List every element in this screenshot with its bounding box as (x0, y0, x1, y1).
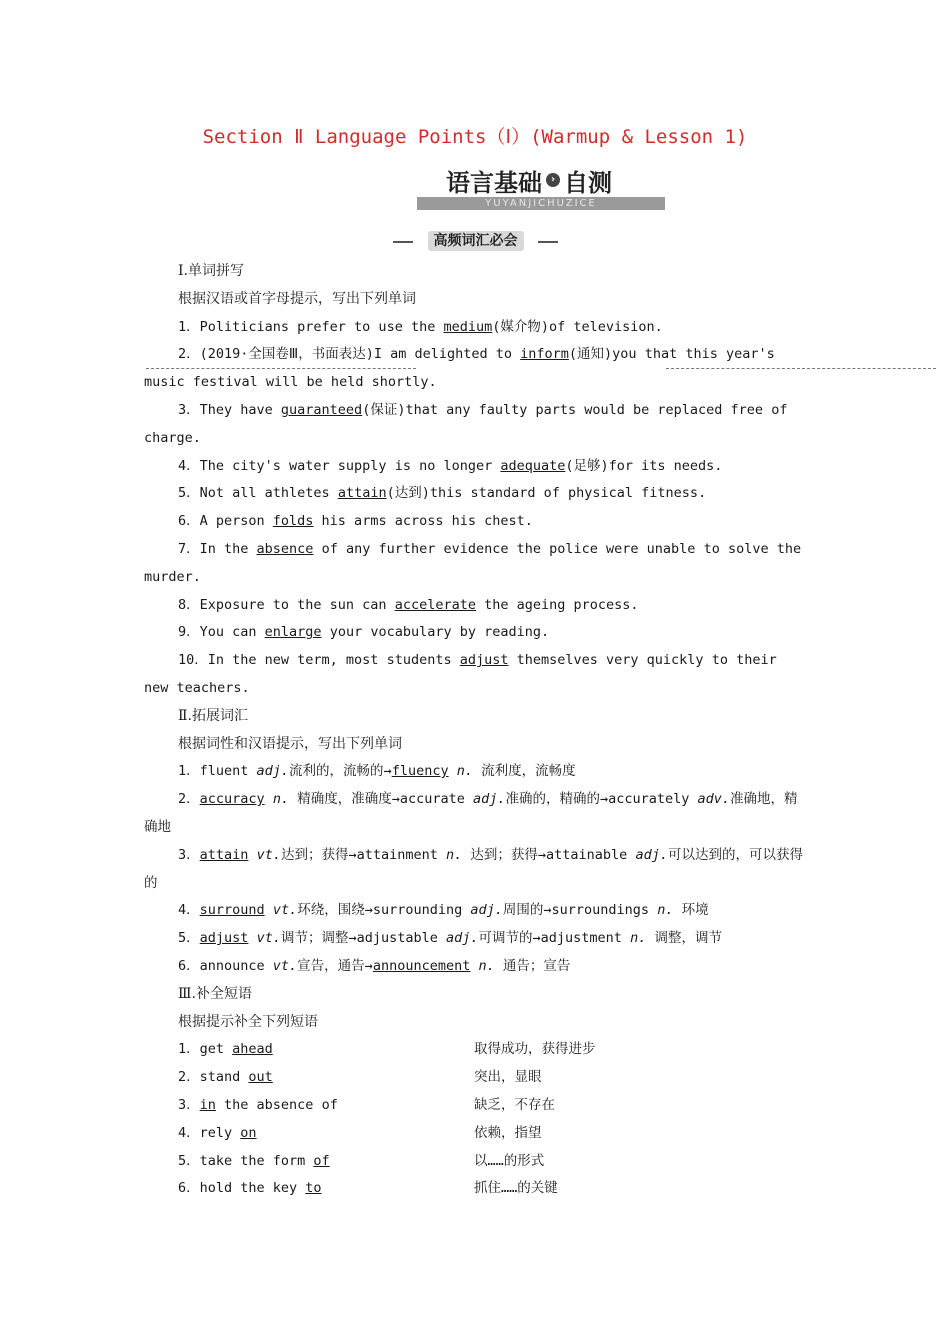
part2-item (144, 842, 809, 898)
item-text: 可调节的→adjustment (478, 930, 631, 947)
item-text: 1．get (178, 1041, 233, 1058)
answer-word: accuracy (199, 791, 265, 808)
answer-word: enlarge (264, 624, 322, 641)
item-text: 可以达到的，可以获得的 (144, 846, 803, 891)
section-label (393, 230, 558, 250)
answer-word: announcement (372, 957, 471, 974)
item-text: 环境 (673, 902, 709, 919)
part-of-speech: n. (272, 791, 290, 808)
item-text (449, 763, 457, 779)
item-text: the absence of (215, 1096, 338, 1113)
item-text: 1．fluent (178, 763, 257, 780)
part-of-speech: vt. (256, 846, 281, 863)
part1-item (144, 647, 809, 703)
phrase-meaning: 突出，显眼 (474, 1069, 542, 1086)
part3-heading: Ⅲ.补全短语 (178, 985, 252, 1002)
item-text: 周围的→surroundings (502, 902, 658, 919)
item-text: his arms across his chest. (313, 513, 533, 530)
part1-item (144, 341, 809, 397)
item-text: 3． (178, 846, 200, 863)
part2-item (144, 925, 809, 953)
answer-word: adequate (500, 457, 566, 474)
section-banner (0, 165, 950, 211)
item-text: 精确度，准确度→accurate (289, 791, 473, 808)
part2-item (144, 786, 809, 842)
answer-word: in (199, 1096, 216, 1113)
item-text: 2． (178, 791, 200, 808)
part1-item (144, 314, 809, 342)
label-rule-left (393, 241, 413, 243)
item-text: 达到；获得→attainable (462, 846, 636, 863)
banner-subtitle: YUYANJICHUZICE (417, 197, 665, 210)
phrase-meaning: 抓住……的关键 (474, 1180, 558, 1197)
answer-word: surround (199, 902, 265, 919)
item-text: (保证)that any faulty parts would be replaced free of charge. (144, 401, 788, 446)
phrase-meaning: 依赖，指望 (474, 1124, 542, 1141)
section-label-text: 高频词汇必会 (428, 231, 524, 251)
part-of-speech: n. (657, 902, 674, 919)
phrase (178, 1036, 273, 1064)
banner-heading-a: 语言基础 (446, 168, 542, 197)
item-text: 4．The city's water supply is no longer (178, 457, 501, 474)
item-text: 9．You can (178, 624, 265, 641)
part-of-speech: adv. (697, 791, 731, 808)
phrase-row (144, 1175, 809, 1203)
item-text: 4． (178, 902, 200, 919)
answer-word: folds (272, 513, 314, 530)
answer-word: attain (199, 846, 249, 863)
item-text: 4．rely (178, 1124, 241, 1141)
label-rule-right (538, 241, 558, 243)
item-text: 达到；获得→attainment (280, 846, 446, 863)
phrase-meaning: 取得成功，获得进步 (474, 1041, 596, 1058)
answer-word: guaranteed (280, 401, 363, 418)
part-of-speech: n. (478, 957, 495, 974)
phrase-meaning: 以……的形式 (474, 1152, 545, 1169)
phrase (178, 1175, 322, 1203)
answer-word: adjust (199, 930, 249, 947)
item-text: 3． (178, 1096, 200, 1113)
answer-word: to (305, 1180, 322, 1197)
banner-heading-b: 自测 (564, 168, 612, 197)
phrase-row (144, 1120, 809, 1148)
part1-item (144, 536, 809, 592)
item-text (248, 930, 256, 946)
item-text: 8．Exposure to the sun can (178, 596, 395, 613)
item-text: 2．stand (178, 1069, 249, 1086)
answer-word: on (240, 1124, 257, 1141)
item-text (248, 847, 256, 863)
part2-item (144, 953, 809, 981)
item-text (265, 791, 273, 807)
part-of-speech: adj. (256, 763, 290, 780)
part3-instruction: 根据提示补全下列短语 (178, 1013, 318, 1030)
phrase-row (144, 1036, 809, 1064)
answer-word: medium (443, 318, 493, 335)
item-text: (足够)for its needs. (565, 457, 723, 474)
item-text: your vocabulary by reading. (321, 624, 550, 641)
part-of-speech: adj. (470, 902, 503, 919)
answer-word: attain (337, 485, 387, 502)
item-text: 调节；调整→adjustable (280, 930, 446, 947)
part-of-speech: n. (456, 763, 473, 780)
part1-item (144, 480, 809, 508)
phrase (178, 1120, 257, 1148)
item-text: of any further evidence the police were unable to solve the murder. (144, 540, 802, 585)
phrase-row (144, 1064, 809, 1092)
phrase (178, 1092, 338, 1120)
part1-item (144, 397, 809, 453)
part1-item (144, 453, 809, 481)
item-text: 1．Politicians prefer to use the (178, 318, 444, 335)
phrase (178, 1148, 330, 1176)
item-text: 环绕，围绕→surrounding (297, 902, 471, 919)
item-text (265, 902, 273, 918)
chevron-right-icon: › (546, 173, 560, 187)
part1-item (144, 619, 809, 647)
part2-list (144, 758, 809, 980)
item-text: 5．Not all athletes (178, 485, 338, 502)
part-of-speech: n. (446, 846, 463, 863)
answer-word: of (313, 1152, 330, 1169)
part1-list (144, 314, 809, 703)
item-text: 宣告，通告→ (297, 957, 373, 974)
phrase-meaning: 缺乏，不存在 (474, 1096, 555, 1113)
part2-item (144, 897, 809, 925)
item-text: 7．In the (178, 540, 257, 557)
answer-word: out (248, 1069, 273, 1086)
part1-heading: Ⅰ.单词拼写 (178, 263, 244, 279)
part2-heading: Ⅱ.拓展词汇 (178, 707, 248, 724)
part2-instruction: 根据词性和汉语提示，写出下列单词 (178, 735, 402, 752)
item-text: 5．take the form (178, 1152, 314, 1169)
item-text: (媒介物)of television. (492, 318, 663, 335)
item-text: 10．In the new term, most students (178, 652, 460, 669)
answer-word: accelerate (394, 596, 476, 613)
item-text: themselves very quickly to their new teachers. (144, 652, 777, 696)
item-text (470, 958, 478, 974)
item-text: 流利度，流畅度 (473, 763, 576, 780)
item-text: 通告；宣告 (494, 957, 571, 974)
item-text: 6．hold the key (178, 1180, 306, 1197)
item-text: 6．A person (178, 513, 273, 530)
item-text: 调整，调节 (646, 930, 722, 947)
item-text: 2．(2019·全国卷Ⅲ，书面表达)I am delighted to (178, 346, 521, 363)
exercise-content (144, 258, 809, 1203)
answer-word: inform (520, 346, 569, 363)
part1-item (144, 508, 809, 536)
part-of-speech: vt. (272, 902, 298, 919)
answer-word: ahead (232, 1041, 273, 1058)
item-text: (通知)you that this year's music festival will be held shortly. (144, 346, 775, 391)
answer-word: adjust (459, 652, 509, 669)
part-of-speech: vt. (272, 957, 298, 974)
item-text: 准确的，精确的→accurately (505, 791, 698, 808)
part-of-speech: adj. (635, 846, 668, 863)
answer-word: absence (256, 540, 314, 557)
item-text: 准确地，精确地 (144, 791, 798, 835)
part-of-speech: n. (630, 930, 647, 947)
part2-item (144, 758, 809, 786)
part-of-speech: vt. (256, 930, 281, 947)
part-of-speech: adj. (446, 930, 479, 947)
item-text: the ageing process. (475, 596, 639, 613)
part1-item (144, 592, 809, 620)
part1-instruction: 根据汉语或首字母提示，写出下列单词 (178, 290, 416, 307)
section-title: Section Ⅱ Language Points（Ⅰ）(Warmup & Lesson 1) (202, 126, 748, 148)
item-text: 3．They have (178, 401, 281, 418)
item-text: (达到)this standard of physical fitness. (386, 485, 707, 502)
answer-word: fluency (391, 763, 449, 780)
item-text: 5． (178, 930, 200, 947)
item-text: 流利的，流畅的→ (289, 763, 392, 780)
phrase-row (144, 1148, 809, 1176)
item-text: 6．announce (178, 957, 273, 974)
phrase (178, 1064, 273, 1092)
part3-list (144, 1036, 809, 1203)
part-of-speech: adj. (472, 791, 506, 808)
banner-heading (446, 165, 666, 195)
phrase-row (144, 1092, 809, 1120)
